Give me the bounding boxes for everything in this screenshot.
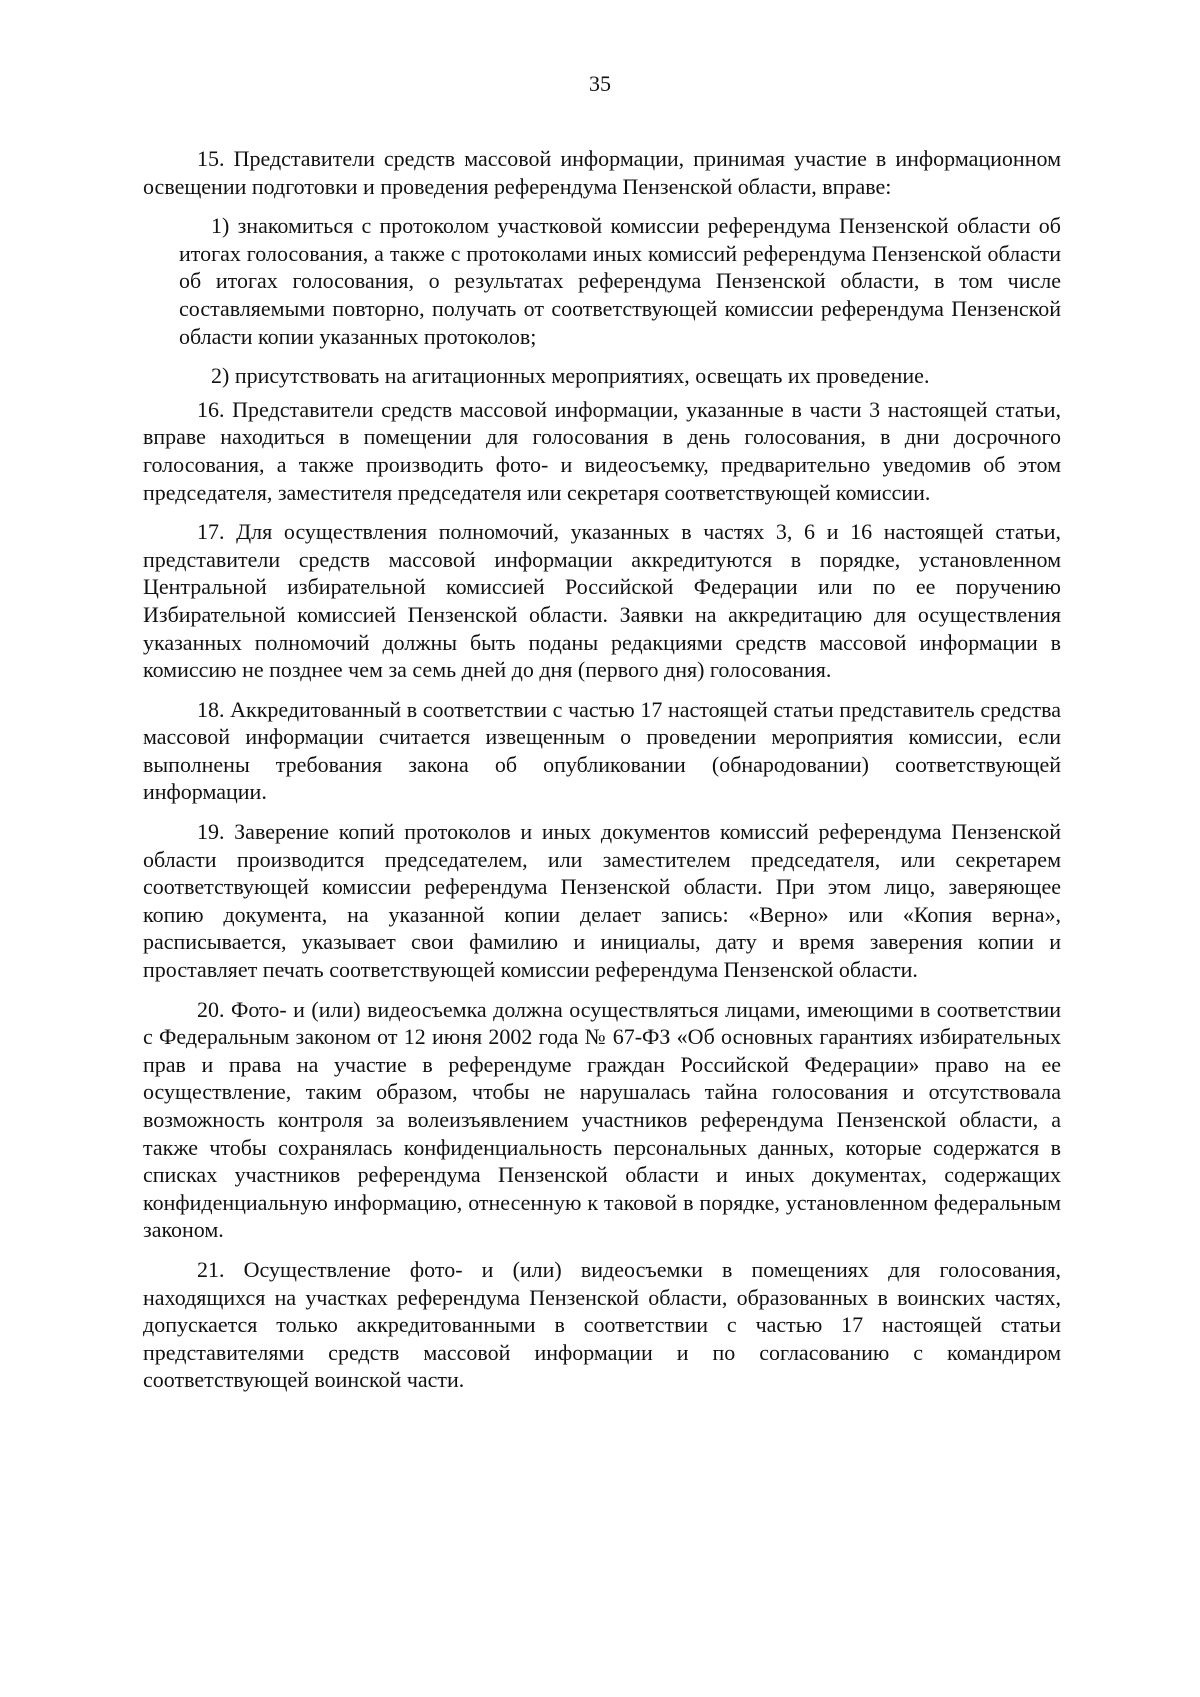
document-body — [143, 145, 1061, 1406]
paragraph-16: 16. Представители средств массовой информации, указанные в части 3 настоящей статьи, вправе находиться в помещении для голосования в день голосования, в дни досрочного голосования, а также производить фото- и видеосъемку, предварительно уведомив об этом председателя, заместителя председателя или секретаря соответствующей комиссии. — [143, 396, 1061, 505]
paragraph-17: 17. Для осуществления полномочий, указанных в частях 3, 6 и 16 настоящей статьи, представители средств массовой информации аккредитуются в порядке, установленном Центральной избирательной комиссией Российской Федерации или по ее поручению Избирательной комиссией Пензенской области. Заявки на аккредитацию для осуществления указанных полномочий должны быть поданы редакциями средств массовой информации в комиссию не позднее чем за семь дней до дня (первого дня) голосования. — [143, 519, 1061, 683]
page-number: 35 — [589, 71, 611, 96]
paragraph-20: 20. Фото- и (или) видеосъемка должна осуществляться лицами, имеющими в соответствии с Федеральным законом от 12 июня 2002 года № 67-ФЗ «Об основных гарантиях избирательных прав и права на участие в референдуме граждан Российской Федерации» право на ее осуществление, таким образом, чтобы не нарушалась тайна голосования и отсутствовала возможность контроля за волеизъявлением участников референдума Пензенской области, а также чтобы сохранялась конфиденциальность персональных данных, которые содержатся в списках участников референдума Пензенской области и иных документах, содержащих конфиденциальную информацию, отнесенную к таковой в порядке, установленном федеральным законом. — [143, 996, 1061, 1243]
paragraph-21: 21. Осуществление фото- и (или) видеосъемки в помещениях для голосования, находящихся на участках референдума Пензенской области, образованных в воинских частях, допускается только аккредитованными в соответствии с частью 17 настоящей статьи представителями средств массовой информации и по согласованию с командиром соответствующей воинской части. — [143, 1256, 1061, 1393]
paragraph-19: 19. Заверение копий протоколов и иных документов комиссий референдума Пензенской области производится председателем, или заместителем председателя, или секретарем соответствующей комиссии референдума Пензенской области. При этом лицо, заверяющее копию документа, на указанной копии делает запись: «Верно» или «Копия верна», расписывается, указывает свои фамилию и инициалы, дату и время заверения копии и проставляет печать соответствующей комиссии референдума Пензенской области. — [143, 819, 1061, 983]
paragraph-18: 18. Аккредитованный в соответствии с частью 17 настоящей статьи представитель средства массовой информации считается извещенным о проведении мероприятия комиссии, если выполнены требования закона об опубликовании (обнародовании) соответствующей информации. — [143, 696, 1061, 805]
paragraph-15-item-1: 1) знакомиться с протоколом участковой комиссии референдума Пензенской области об итогах голосования, а также с протоколами иных комиссий референдума Пензенской области об итогах голосования, о результатах референдума Пензенской области, в том числе составляемыми повторно, получать от соответствующей комиссии референдума Пензенской области копии указанных протоколов; — [179, 213, 1061, 349]
paragraph-15-item-2: 2) присутствовать на агитационных мероприятиях, освещать их проведение. — [211, 363, 930, 389]
paragraph-15: 15. Представители средств массовой информации, принимая участие в информационном освещении подготовки и проведения референдума Пензенской области, вправе: — [143, 146, 1061, 199]
